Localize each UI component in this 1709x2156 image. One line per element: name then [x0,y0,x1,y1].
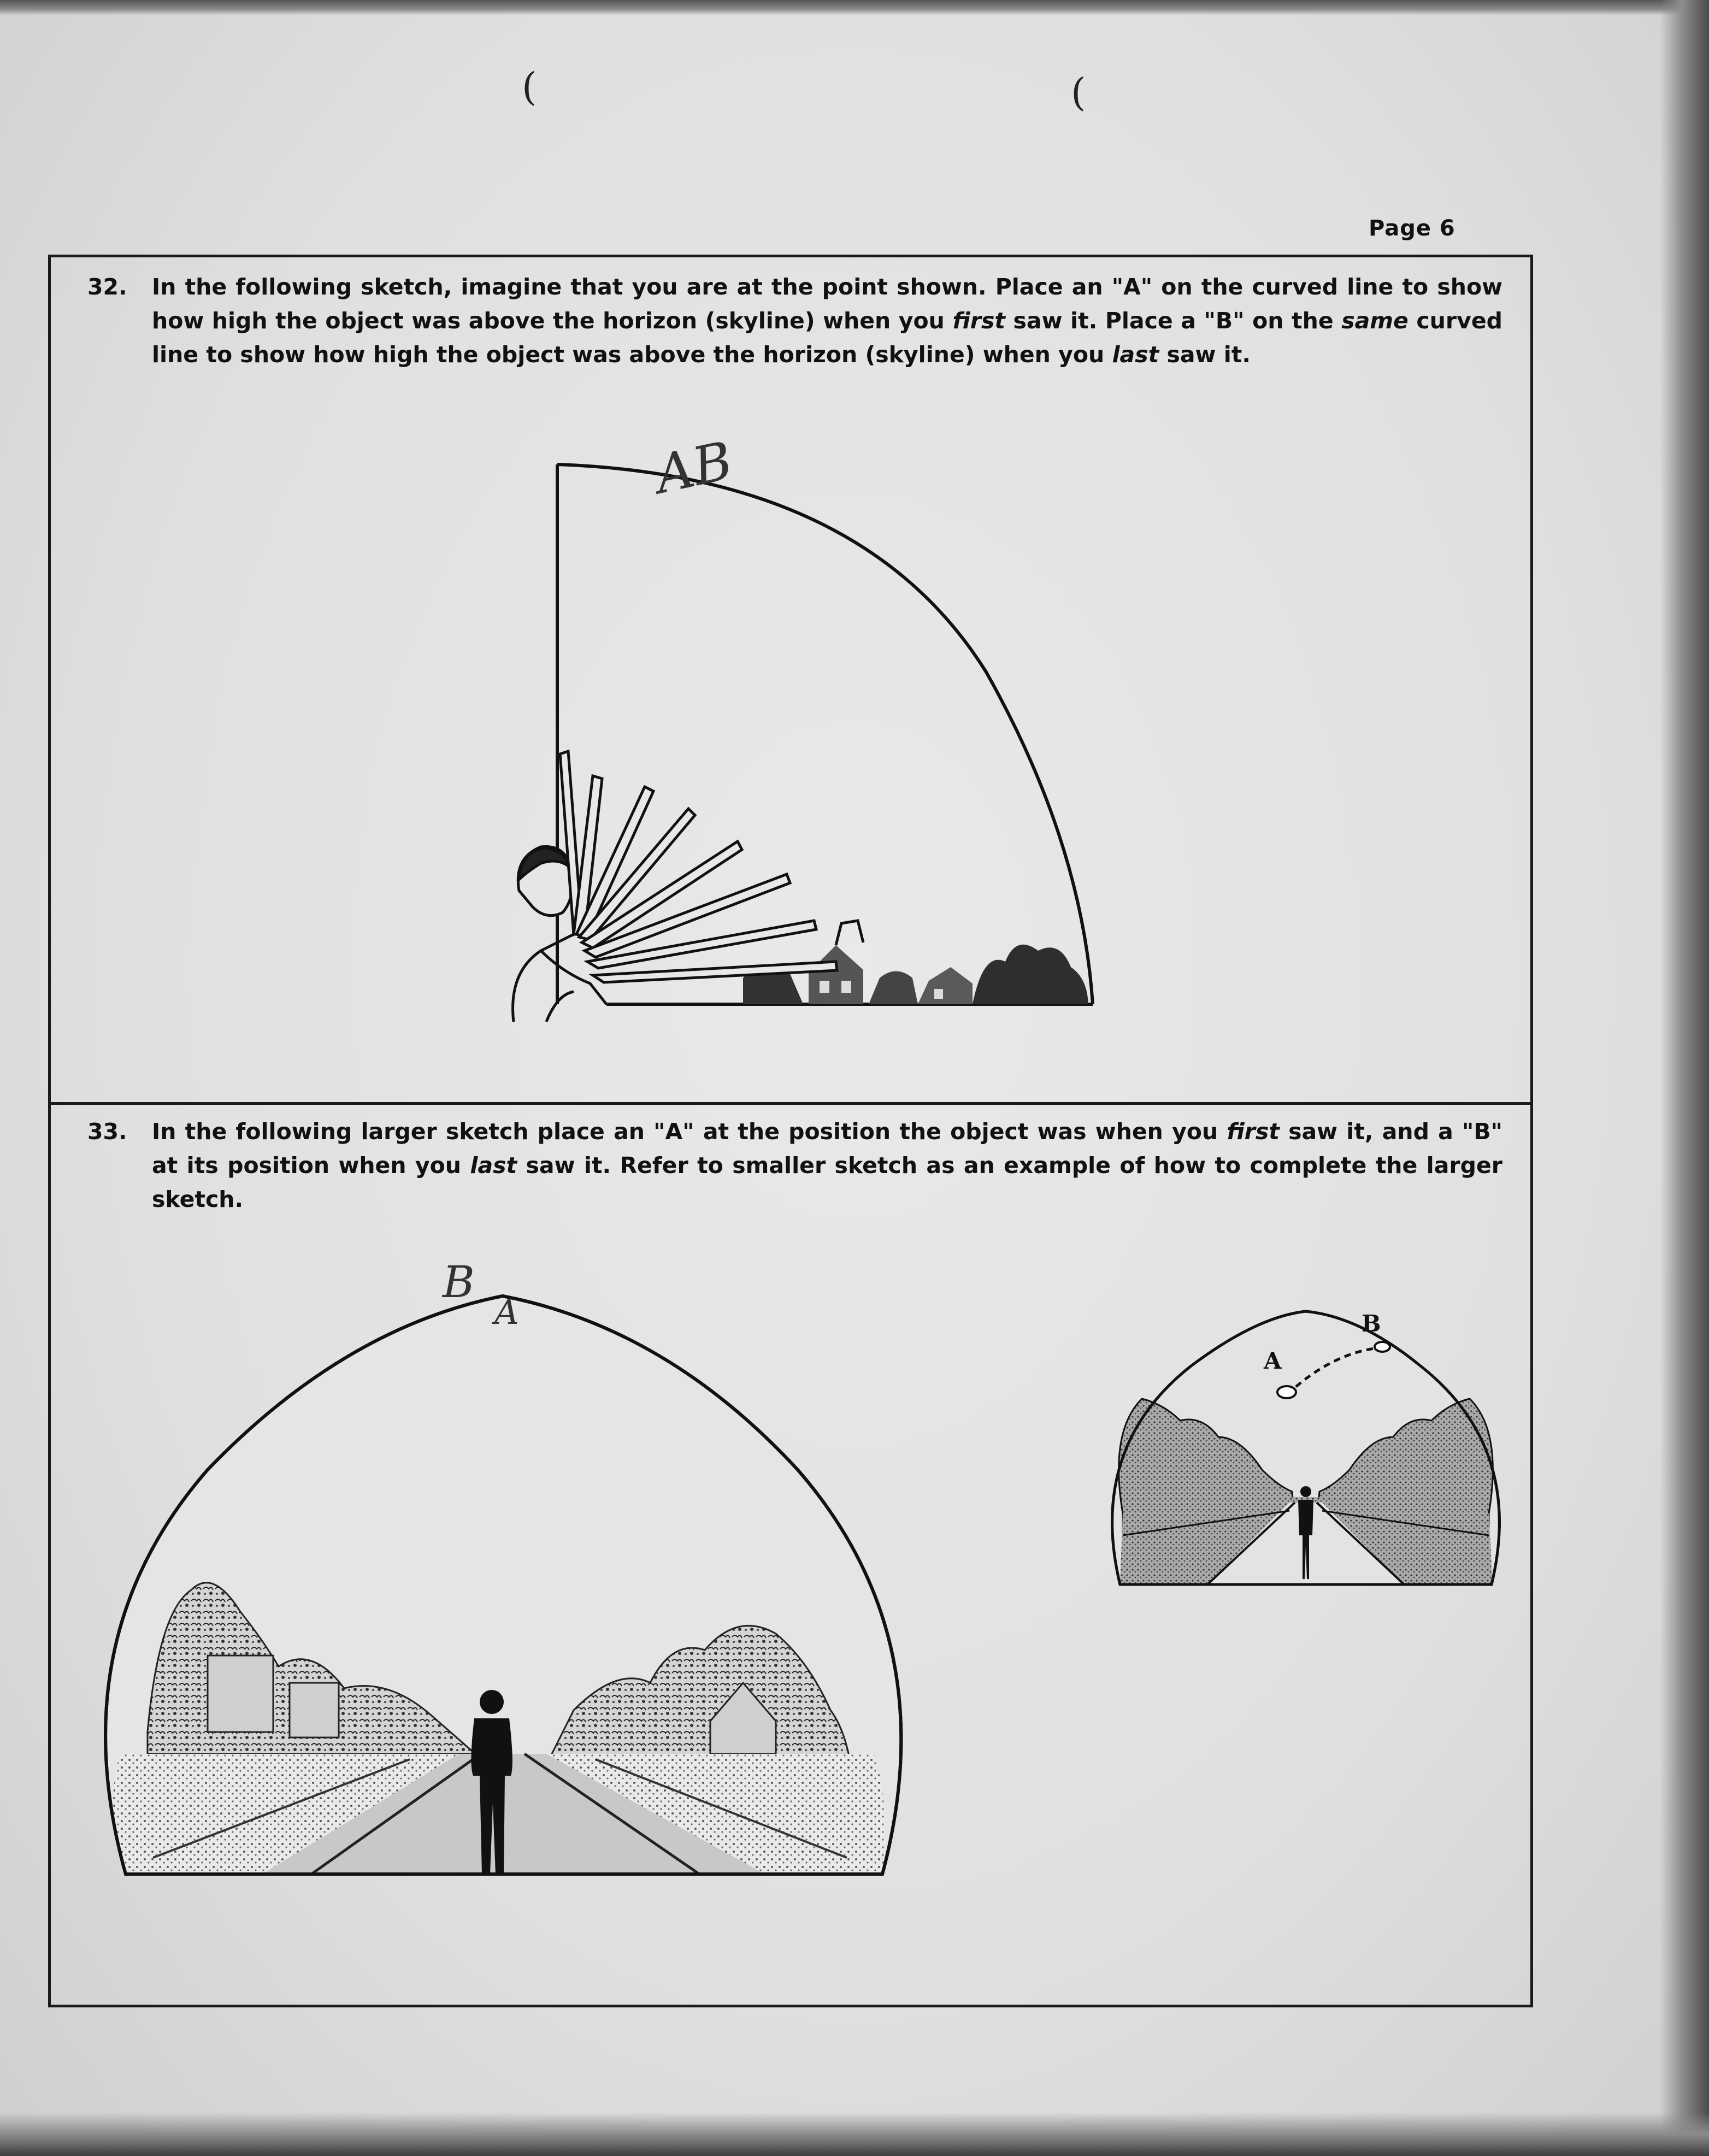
figure-33-large-sketch [82,1284,923,1890]
page-number: Page 6 [1369,216,1455,241]
q33-handwritten-a[interactable]: A [494,1292,519,1332]
q32-handwritten-answer[interactable]: AB [650,429,738,506]
scan-mark-left-paren: ( [522,64,537,109]
pointing-arms-fan [560,751,837,982]
q33-text-part-1: In the following larger sketch place an "A" at the position the object was when you [152,1118,1227,1145]
q32-emphasis-first: first [952,308,1005,334]
q33-text-part-2: saw it, and a "B" at its position when you [152,1118,1503,1179]
question-divider [48,1102,1533,1105]
q32-emphasis-same: same [1341,308,1409,334]
example-label-a: A [1264,1347,1282,1374]
scan-edge-top [0,0,1709,15]
arc-curved-line[interactable] [557,464,1093,1004]
question-33-text [152,1115,1502,1216]
q32-text-part-2: saw it. Place a "B" on the [1005,308,1342,334]
figure-32-quarter-arc [481,426,1104,1044]
example-object-a [1277,1386,1296,1398]
question-32-text [152,270,1502,372]
q33-text-part-3: saw it. Refer to smaller sketch as an example of how to complete the larger sketch. [152,1152,1502,1212]
question-33-number: 33. [87,1118,127,1145]
q33-handwritten-b[interactable]: B [443,1257,475,1307]
question-32 [87,270,1502,372]
scan-mark-right-paren: ( [1071,70,1086,115]
scan-edge-right [1660,0,1709,2156]
q33-emphasis-first: first [1227,1118,1280,1145]
q32-text-part-3: curved line to show how high the object was above the horizon (skyline) when you [152,308,1502,368]
example-label-b: B [1362,1310,1381,1337]
example-object-b [1375,1342,1390,1352]
q32-text-part-1: In the following sketch, imagine that you are at the point shown. Place an "A" on the curved line to show how high the object was above the horizon (skyline) when you [152,274,1502,334]
figure-33-example-sketch [1098,1295,1513,1595]
q32-emphasis-last: last [1112,341,1159,368]
q33-emphasis-last: last [470,1152,517,1179]
scan-edge-bottom [0,2112,1709,2156]
question-33 [87,1115,1502,1216]
question-32-number: 32. [87,274,127,300]
q32-text-part-4: saw it. [1159,341,1251,368]
